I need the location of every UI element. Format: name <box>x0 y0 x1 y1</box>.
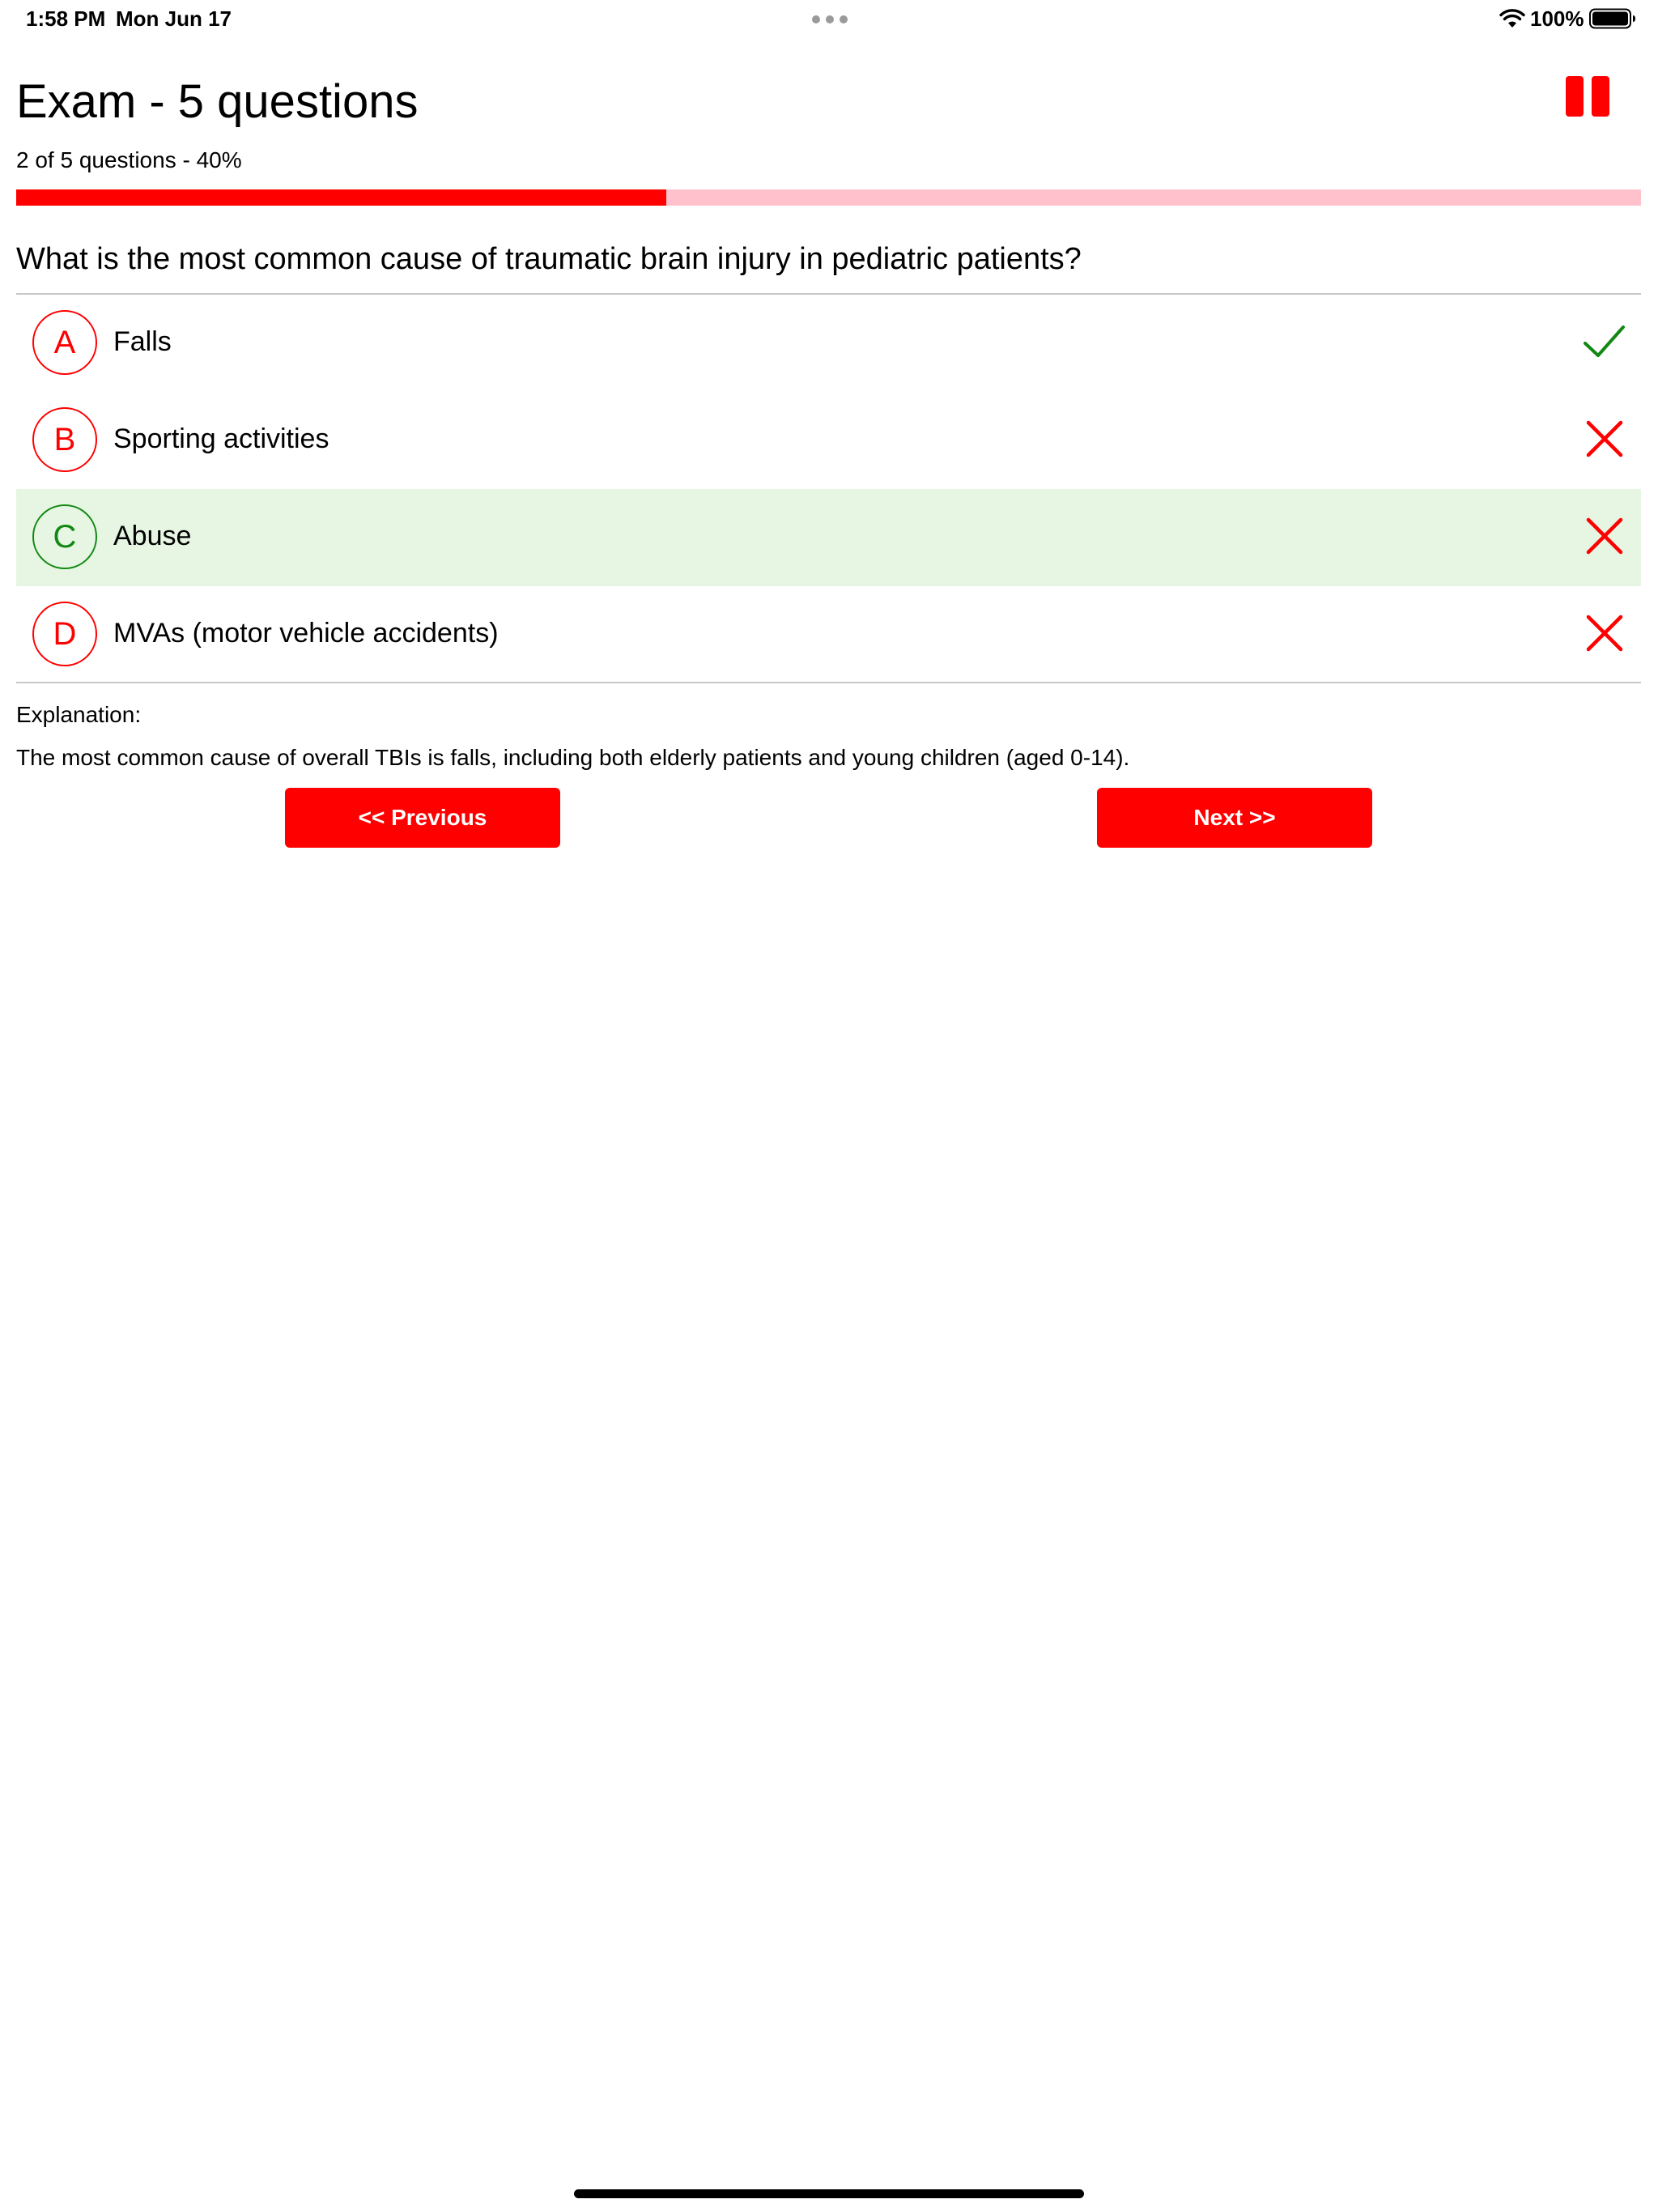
battery-percentage: 100% <box>1530 6 1584 31</box>
progress-bar <box>16 189 1641 206</box>
answer-option-a[interactable] <box>16 295 1641 392</box>
option-letter-badge: D <box>32 602 97 666</box>
option-letter-badge: C <box>32 504 97 569</box>
page-title: Exam - 5 questions <box>16 75 419 128</box>
question-text: What is the most common cause of traumatic brain injury in pediatric patients? <box>16 242 1082 276</box>
progress-bar-fill <box>16 189 666 206</box>
home-indicator[interactable] <box>574 2189 1084 2198</box>
option-letter-badge: B <box>32 407 97 472</box>
option-label: Falls <box>113 326 172 357</box>
answer-options <box>16 295 1641 683</box>
pause-icon <box>1566 76 1584 117</box>
option-label: MVAs (motor vehicle accidents) <box>113 618 499 649</box>
checkmark-icon <box>1579 316 1630 368</box>
status-bar <box>0 0 1658 39</box>
x-mark-icon <box>1579 607 1630 659</box>
wifi-icon <box>1499 8 1525 29</box>
multitasking-dots-icon[interactable] <box>812 15 848 23</box>
answer-option-b[interactable] <box>16 392 1641 489</box>
explanation-text: The most common cause of overall TBIs is falls, including both elderly patients and young children (aged 0-14). <box>16 745 1130 770</box>
option-label: Sporting activities <box>113 423 329 454</box>
option-letter-badge: A <box>32 310 97 375</box>
previous-button[interactable]: << Previous <box>285 788 560 848</box>
explanation-label: Explanation: <box>16 702 142 727</box>
x-mark-icon <box>1579 413 1630 465</box>
answer-option-c[interactable] <box>16 489 1641 586</box>
pause-button[interactable] <box>1562 73 1611 120</box>
next-button[interactable]: Next >> <box>1097 788 1372 848</box>
battery-icon <box>1589 8 1636 29</box>
answer-option-d[interactable] <box>16 586 1641 683</box>
divider <box>16 682 1641 683</box>
status-time: 1:58 PM <box>26 6 106 31</box>
option-label: Abuse <box>113 521 192 551</box>
progress-text: 2 of 5 questions - 40% <box>16 147 242 172</box>
status-date: Mon Jun 17 <box>116 6 232 31</box>
x-mark-icon <box>1579 510 1630 562</box>
